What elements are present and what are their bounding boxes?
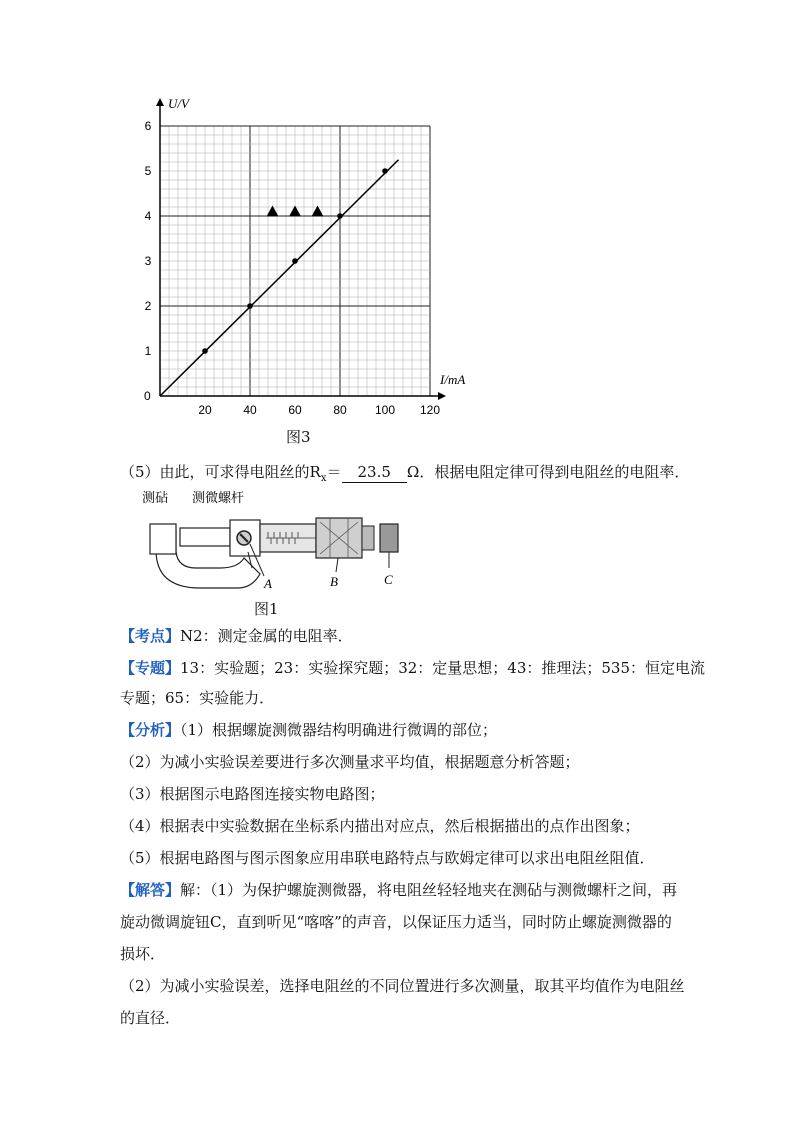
label-anvil: 测砧 (142, 491, 169, 506)
data-point (337, 213, 343, 219)
figure-3-caption: 图3 (286, 428, 311, 446)
zhuanti-text-1: 13：实验题；23：实验探究题；32：定量思想；43：推理法；535：恒定电流 (180, 659, 705, 677)
graph-axes (156, 98, 446, 400)
kaodian-tag: 【考点】 (120, 627, 181, 645)
y-tick-labels (145, 119, 152, 358)
label-a: A (264, 576, 272, 591)
zhuanti-line-2: 专题；65：实验能力． (120, 689, 275, 707)
jieda2-line-1: （2）为减小实验误差，选择电阻丝的不同位置进行多次测量，取其平均值作为电阻丝 (120, 977, 685, 995)
data-point (292, 258, 298, 264)
fenxi-item-2: （2）为减小实验误差要进行多次测量求平均值，根据题意分析答题； (120, 753, 580, 771)
jieda-text-1: 解：（1）为保护螺旋测微器，将电阻丝轻轻地夹在测砧与测微螺杆之间，再 (180, 881, 678, 899)
y-tick-label: 2 (144, 299, 152, 313)
y-tick-label: 6 (144, 119, 152, 133)
micrometer-figure (140, 488, 420, 598)
fenxi-item-3: （3）根据图示电路图连接实物电路图； (120, 785, 385, 803)
anvil (150, 524, 176, 554)
data-point (202, 348, 208, 354)
x-tick-label: 20 (198, 403, 212, 417)
q5-suffix: Ω．根据电阻定律可得到电阻丝的电阻率． (406, 463, 690, 481)
q5-answer: 23.5 (342, 462, 407, 483)
q5-prefix: （5）由此，可求得电阻丝的R (120, 463, 321, 481)
origin-label: 0 (144, 389, 151, 403)
q5-line (120, 462, 689, 489)
label-c: C (384, 572, 393, 587)
x-tick-label: 80 (333, 403, 347, 417)
fenxi-text: （1）根据螺旋测微器结构明确进行微调的部位； (180, 721, 498, 739)
jieda-tag: 【解答】 (120, 881, 181, 899)
label-b: B (330, 574, 338, 589)
jieda-line-2: 旋动微调旋钮C，直到听见“喀喀”的声音，以保证压力适当，同时防止螺旋测微器的 (120, 913, 672, 931)
jieda-line-1 (120, 880, 677, 900)
jieda-line-3: 损坏． (120, 945, 166, 963)
x-tick-labels (198, 403, 440, 417)
zhuanti-tag: 【专题】 (120, 659, 181, 677)
y-tick-label: 1 (144, 344, 152, 358)
kaodian-line (120, 626, 353, 646)
u-i-graph (138, 92, 466, 422)
fenxi-tag: 【分析】 (120, 721, 181, 739)
x-tick-label: 100 (374, 403, 396, 417)
figure-1-caption: 图1 (254, 600, 279, 618)
y-tick-label: 5 (144, 164, 152, 178)
q5-eq: ＝ (326, 463, 342, 481)
y-tick-label: 4 (144, 209, 152, 223)
y-tick-label: 3 (144, 254, 152, 268)
zhuanti-line (120, 658, 705, 678)
fenxi-item-4: （4）根据表中实验数据在坐标系内描出对应点，然后根据描出的点作出图象； (120, 817, 640, 835)
jieda2-line-2: 的直径． (120, 1009, 181, 1027)
data-point (382, 168, 388, 174)
spindle (180, 528, 230, 546)
fenxi-line (120, 720, 497, 740)
fenxi-item-5: （5）根据电路图与图示图象应用串联电路特点与欧姆定律可以求出电阻丝阻值． (120, 849, 655, 867)
label-spindle: 测微螺杆 (192, 491, 245, 506)
ratchet (380, 524, 398, 552)
kaodian-text: N2：测定金属的电阻率． (180, 627, 353, 645)
x-tick-label: 120 (419, 403, 441, 417)
data-point (247, 303, 253, 309)
x-tick-label: 60 (288, 403, 302, 417)
q5-subscript: x (320, 473, 327, 484)
x-axis-label: I/mA (440, 372, 466, 387)
y-axis-label: U/V (168, 96, 189, 111)
x-tick-label: 40 (243, 403, 257, 417)
